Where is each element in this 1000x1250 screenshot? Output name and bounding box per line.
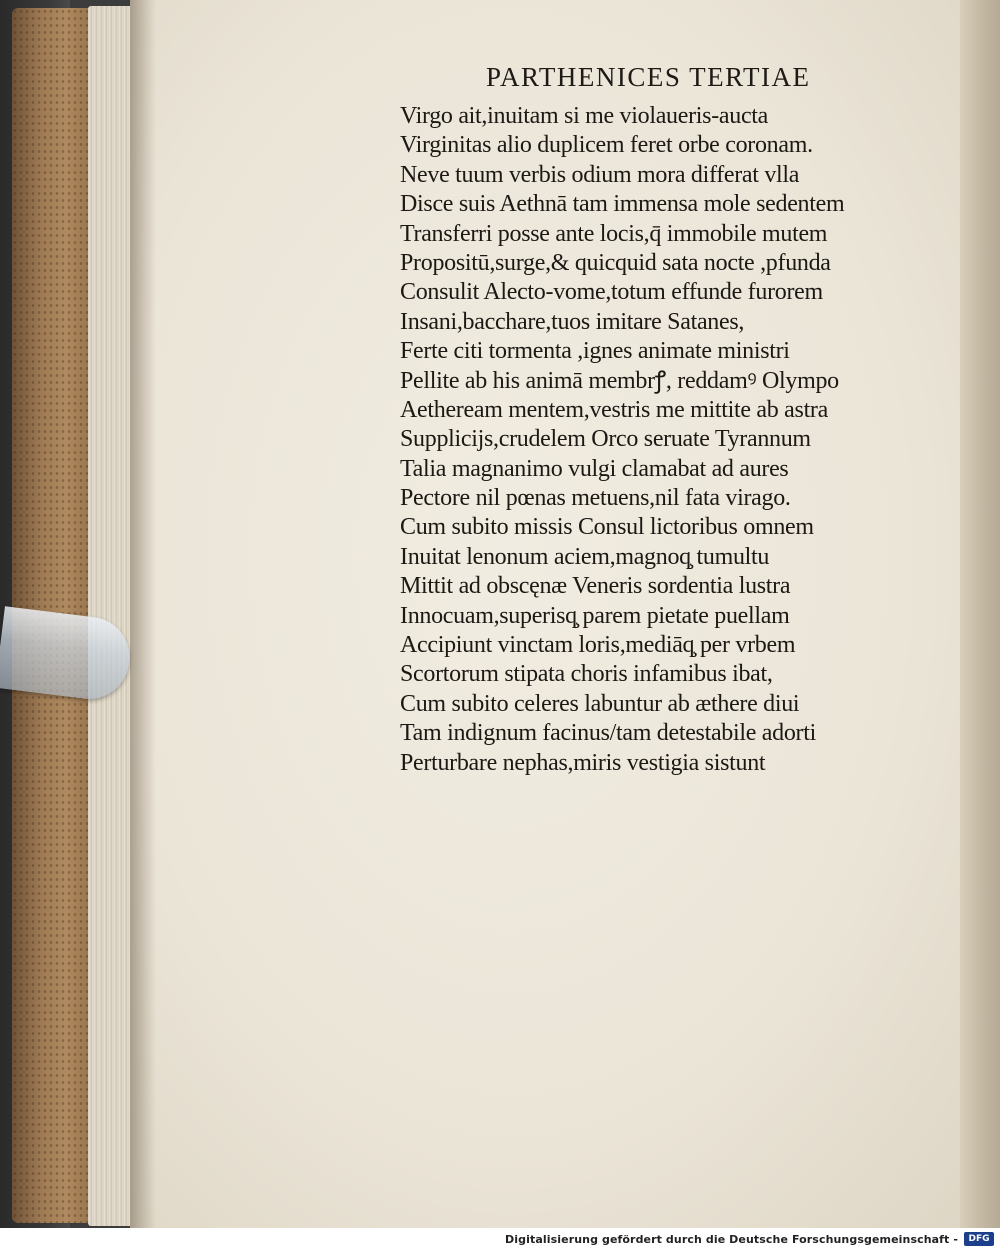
- verse-line: Transferri posse ante locis,q̄ immobile mutem: [400, 220, 828, 247]
- verse-line: Scortorum stipata choris infamibus ibat,: [400, 661, 773, 688]
- verse-line: Cum subito celeres labuntur ab æthere diui: [400, 690, 800, 717]
- verse-line: Tam indignum facinus/tam detestabile adorti: [400, 720, 816, 747]
- verse-line: Propositū,surge,& quicquid sata nocte ,pfunda: [400, 249, 831, 276]
- verse-line: Innocuam,superisq̧ parem pietate puellam: [400, 602, 790, 629]
- running-header: PARTHENICES TERTIAE: [486, 62, 811, 92]
- dfg-logo: DFG: [964, 1232, 994, 1246]
- verse-line: Virgo ait,inuitam si me violaueris-aucta: [400, 103, 769, 129]
- verse-text-block: [400, 102, 920, 778]
- verse-line: Talia magnanimo vulgi clamabat ad aures: [400, 455, 789, 482]
- verse-line: Pectore nil pœnas metuens,nil fata virago.: [400, 485, 791, 512]
- verse-line: Disce suis Aethnā tam immensa mole sedentem: [400, 191, 845, 218]
- verse-line: Pellite ab his animā membrꝭ, reddamꝰ Olympo: [400, 367, 839, 394]
- verse-line: Mittit ad obscęnæ Veneris sordentia lustra: [400, 573, 791, 600]
- verse-line: Virginitas alio duplicem feret orbe coronam.: [400, 132, 813, 159]
- verse-line: Supplicijs,crudelem Orco seruate Tyrannum: [400, 426, 811, 453]
- verse-line: Ferte citi tormenta ,ignes animate ministri: [400, 338, 790, 365]
- page-gutter-shadow: [130, 0, 156, 1230]
- verse-line: Cum subito missis Consul lictoribus omnem: [400, 514, 814, 541]
- verse-line: Inuitat lenonum aciem,magnoq̧ tumultu: [400, 543, 770, 570]
- verse-line: Insani,bacchare,tuos imitare Satanes,: [400, 308, 745, 335]
- facing-page-edge: [960, 0, 1000, 1228]
- verse-line: Consulit Alecto-vome,totum effunde furorem: [400, 279, 823, 306]
- verse-line: Perturbare nephas,miris vestigia sistunt: [400, 749, 766, 776]
- verse-line: Accipiunt vinctam loris,mediāq̧ per vrbem: [400, 632, 796, 659]
- verse-line: Neve tuum verbis odium mora differat vlla: [400, 161, 800, 188]
- digitization-credit: Digitalisierung gefördert durch die Deutsche Forschungsgemeinschaft -: [505, 1233, 958, 1246]
- verse-line: Aetheream mentem,vestris me mittite ab astra: [400, 396, 828, 423]
